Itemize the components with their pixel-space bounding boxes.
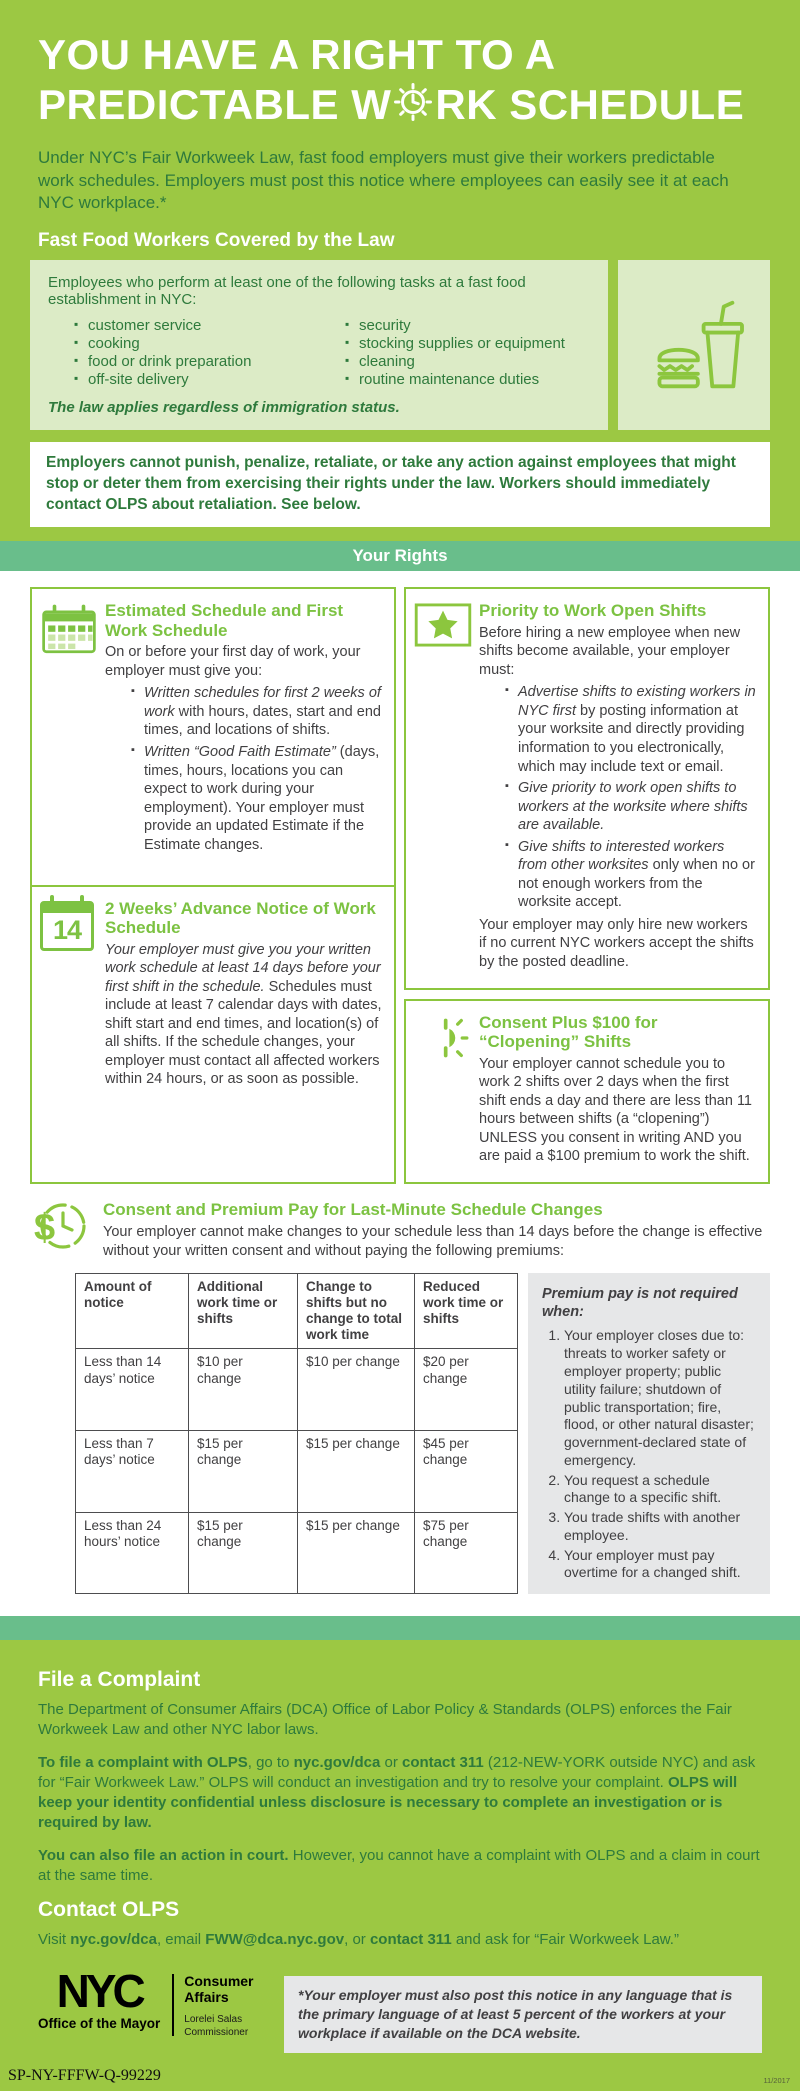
- table-cell: Less than 7 days’ notice: [76, 1430, 189, 1512]
- card-clopening: [404, 999, 770, 1184]
- commissioner-name: Lorelei Salas: [184, 2014, 243, 2026]
- task-item: ▪ cleaning: [345, 353, 590, 370]
- exceptions-heading: Premium pay is not required when:: [542, 1285, 738, 1321]
- premium-table: [75, 1273, 518, 1595]
- clopening-moon-sun-icon: [414, 1015, 470, 1066]
- card-bullet: ▪ Written schedules for first 2 weeks of work with hours, dates, start and end times, and locations of shifts.: [131, 684, 382, 740]
- card-body: Before hiring a new employee when new shifts become available, your employer must:: [479, 624, 741, 678]
- form-code: SP-NY-FFFW-Q-99229: [8, 2067, 161, 2085]
- logo-divider: [172, 1974, 174, 2036]
- covered-box: [30, 260, 608, 430]
- agency-name-line: Consumer: [184, 1973, 254, 1990]
- covered-row: [30, 260, 770, 430]
- immigration-note: The law applies regardless of immigration status.: [48, 399, 400, 417]
- table-header-row: [76, 1273, 518, 1349]
- contact-line: Visit nyc.gov/dca, email FWW@dca.nyc.gov, or contact 311 and ask for “Fair Workweek Law.”: [38, 1931, 679, 1949]
- table-cell: $75 per change: [415, 1512, 518, 1594]
- calendar-14-icon: [40, 901, 94, 951]
- complaint-paragraph: You can also file an action in court. However, you cannot have a complaint with OLPS and a claim in court at the same time.: [38, 1846, 760, 1884]
- task-item: ▪ cooking: [74, 335, 319, 352]
- calendar-icon: [40, 603, 98, 662]
- table-cell: Less than 24 hours’ notice: [76, 1512, 189, 1594]
- card-bullet: ▪ Advertise shifts to existing workers in NYC first by posting information at your worksite and directly providing information to you electronically, which may include text or email.: [505, 683, 756, 776]
- card-outro: Your employer may only hire new workers if no current NYC workers accept the shifts by the posted deadline.: [479, 916, 754, 971]
- covered-heading: Fast Food Workers Covered by the Law: [38, 230, 395, 252]
- nyc-logo-word: NYC: [56, 1965, 142, 2018]
- card-body: Your employer cannot schedule you to work 2 shifts over 2 days when the first shift ends a day and there are less than 11 hours between shifts (a “clopening”) UNLESS you consent in writing AND you are paid a $100 premium to work the shift.: [479, 1055, 752, 1165]
- table-cell: $15 per change: [189, 1512, 298, 1594]
- intro-text: Under NYC’s Fair Workweek Law, fast food employers must give their workers predictable work schedules. Employers must post this notice where employees can easily see it at each NYC workplace.*: [38, 148, 729, 212]
- consent-premium-section: [30, 1184, 770, 1594]
- complaint-heading: File a Complaint: [38, 1668, 201, 1692]
- star-icon: [414, 603, 472, 652]
- task-list-right: [319, 316, 590, 389]
- card-heading: Consent Plus $100 for “Clopening” Shifts: [479, 1012, 658, 1052]
- table-header: Additional work time or shifts: [189, 1273, 298, 1349]
- bottom-row: [0, 2053, 800, 2091]
- table-header: Change to shifts but no change to total work time: [298, 1273, 415, 1349]
- card-estimated-schedule: [30, 587, 396, 886]
- task-item: ▪ stocking supplies or equipment: [345, 335, 590, 352]
- exceptions-list: [542, 1327, 756, 1582]
- card-heading: Priority to Work Open Shifts: [479, 601, 707, 621]
- table-cell: $15 per change: [298, 1512, 415, 1594]
- agency-name-line: Affairs: [184, 1988, 229, 2005]
- title-line2-post: RK SCHEDULE: [435, 80, 745, 128]
- card-body: On or before your first day of work, your employer must give you:: [105, 644, 361, 679]
- consent-intro: Your employer cannot make changes to your schedule less than 14 days before the change is effective without your written consent and without paying the following premiums:: [103, 1223, 763, 1259]
- exception-item: 4. Your employer must pay overtime for a changed shift.: [564, 1547, 756, 1583]
- card-bullet: ▪ Written “Good Faith Estimate” (days, times, hours, locations you can expect to work during your employment). Your employer must provide an updated Estimate if the Estimate changes.: [131, 743, 382, 854]
- table-header: Reduced work time or shifts: [415, 1273, 518, 1349]
- title-line2-pre: PREDICTABLE W: [38, 80, 392, 128]
- footer: [0, 1640, 800, 2053]
- complaint-paragraph: To file a complaint with OLPS, go to nyc.gov/dca or contact 311 (212-NEW-YORK outside NYC) and ask for “Fair Workweek Law.” OLPS will conduct an investigation and try to resolve your complaint. OLPS will keep your identity confidential unless disclosure is necessary to complete an investigation or is required by law.: [38, 1753, 756, 1832]
- table-header: Amount of notice: [76, 1273, 189, 1349]
- logo-row: [38, 1965, 762, 2053]
- table-cell: $15 per change: [298, 1430, 415, 1512]
- nyc-logo-sub: Office of the Mayor: [38, 2015, 161, 2031]
- exception-item: 2. You request a schedule change to a specific shift.: [564, 1472, 756, 1508]
- divider-band: [0, 1616, 800, 1640]
- your-rights-label: Your Rights: [352, 546, 448, 566]
- clock-sun-icon: [392, 81, 434, 134]
- task-item: ▪ security: [345, 317, 590, 334]
- task-item: ▪ food or drink preparation: [74, 353, 319, 370]
- language-footnote: *Your employer must also post this notice in any language that is the primary language of at least 5 percent of the workers at your workplace if available on the DCA website.: [284, 1976, 762, 2053]
- consent-heading: Consent and Premium Pay for Last-Minute Schedule Changes: [103, 1199, 603, 1219]
- card-priority-shifts: [404, 587, 770, 989]
- table-row: [76, 1430, 518, 1512]
- table-row: [76, 1512, 518, 1594]
- calendar-day-number: 14: [52, 914, 82, 945]
- dollar-clock-icon: [32, 1198, 88, 1259]
- covered-section: [0, 230, 800, 527]
- task-item: ▪ off-site delivery: [74, 371, 319, 388]
- card-bullet-list: [479, 683, 756, 912]
- covered-intro: Employees who perform at least one of the following tasks at a fast food establishment in NYC:: [48, 274, 526, 309]
- retaliation-warning: Employers cannot punish, penalize, retaliate, or take any action against employees that might stop or deter them from exercising their rights under the law. Workers should immediately contact OLPS about retaliation. See below.: [30, 442, 770, 527]
- table-cell: $15 per change: [189, 1430, 298, 1512]
- premium-exceptions-box: [528, 1273, 770, 1595]
- table-cell: $10 per change: [189, 1349, 298, 1431]
- commissioner-title: Commissioner: [184, 2026, 249, 2038]
- card-heading: 2 Weeks’ Advance Notice of Work Schedule: [105, 898, 376, 938]
- table-row: [76, 1349, 518, 1431]
- rights-section: [0, 571, 800, 1616]
- complaint-paragraph: The Department of Consumer Affairs (DCA) Office of Labor Policy & Standards (OLPS) enforces the Fair Workweek Law and other NYC labor laws.: [38, 1701, 732, 1739]
- task-columns: [48, 316, 590, 389]
- table-cell: $45 per change: [415, 1430, 518, 1512]
- exception-item: 3. You trade shifts with another employee.: [564, 1509, 756, 1545]
- task-list-left: [48, 316, 319, 389]
- contact-heading: Contact OLPS: [38, 1898, 180, 1922]
- dollar-glyph: $: [34, 1206, 56, 1249]
- card-bullet: ▪ Give priority to work open shifts to workers at the worksite where shifts are available.: [505, 779, 756, 835]
- burger-drink-icon: [618, 260, 770, 430]
- poster-title: [38, 30, 762, 133]
- your-rights-band: [0, 541, 800, 571]
- card-heading: Estimated Schedule and First Work Schedule: [105, 601, 344, 640]
- task-item: ▪ customer service: [74, 317, 319, 334]
- revision-date: 11/2017: [763, 2076, 790, 2086]
- card-advance-notice: [30, 885, 396, 1184]
- table-cell: $20 per change: [415, 1349, 518, 1431]
- task-item: ▪ routine maintenance duties: [345, 371, 590, 388]
- card-body: Your employer must give you your written work schedule at least 14 days before your first shift in the schedule. Schedules must include at least 7 calendar days with dates, shift start and end times, and location(s) of all shifts. If the schedule changes, your employer must contact all affected workers within 24 hours, or as soon as possible.: [105, 941, 382, 1088]
- table-cell: Less than 14 days’ notice: [76, 1349, 189, 1431]
- nyc-logo: [38, 1965, 254, 2039]
- title-line1: YOU HAVE A RIGHT TO A: [38, 31, 556, 78]
- exception-item: 1. Your employer closes due to: threats to worker safety or employer property; public utility failure; shutdown of public transportation; fire, flood, or other natural disaster; government-declared state of emergency.: [564, 1327, 756, 1469]
- header: [0, 0, 800, 214]
- card-bullet: ▪ Give shifts to interested workers from other worksites only when no or not enough workers from the worksite accept.: [505, 838, 756, 912]
- table-cell: $10 per change: [298, 1349, 415, 1431]
- card-bullet-list: [105, 684, 382, 854]
